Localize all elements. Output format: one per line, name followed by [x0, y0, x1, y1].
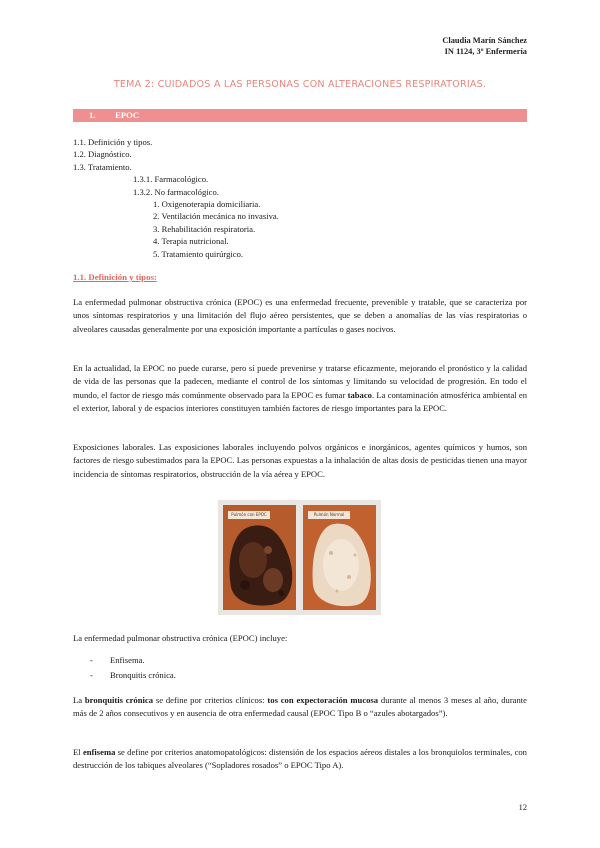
section-heading-bar — [73, 109, 527, 122]
paragraph-chronic-bronchitis — [73, 694, 527, 721]
author-course: IN 1124, 3º Enfermería — [444, 47, 527, 56]
paragraph-definition: La enfermedad pulmonar obstructiva crónica (EPOC) es una enfermedad frecuente, prevenible y tratable, que se caracteriza por unos síntomas respiratorios y una limitación del flujo aéreo persistentes, que se deben a anomalías de las vías respiratorias o alveolares causadas generalmente por una exposición importante a partículas o gases nocivos. — [73, 297, 527, 334]
lung-comparison-figure — [218, 500, 381, 615]
toc-item: 1.3. Tratamiento. — [73, 161, 132, 172]
copd-lung-image — [223, 505, 296, 610]
paragraph-text: . La contaminación atmosférica ambiental en el exterior, laboral y de espacios interiores constituyen también factores de riesgo importantes para la EPOC. — [73, 389, 527, 413]
bold-term: enfisema — [82, 747, 116, 757]
paragraph-occupational: Exposiciones laborales. Las exposiciones laborales incluyendo polvos orgánicos e inorgánicos, agentes químicos y humos, son factores de riesgo subestimados para la EPOC. Las personas expuestas a la inhalación de altas dosis de pesticidas tienen una mayor incidencia de síntomas respiratorios, obstrucción de la vía aérea y EPOC. — [73, 442, 527, 479]
paragraph-text: se define por criterios anatomopatológicos: distensión de los espacios aéreos distales a los bronquiolos terminales, con destrucción de los tabiques alveolares (“Sopladores rosados” o EPOC Tipo A). — [73, 747, 527, 771]
bold-term: tabaco — [347, 389, 372, 400]
toc-item: 3. Rehabilitación respiratoria. — [153, 223, 256, 234]
paragraph-text: La — [73, 695, 85, 705]
paragraph-includes: La enfermedad pulmonar obstructiva crónica (EPOC) incluye: — [73, 633, 288, 643]
list-item-text: Bronquitis crónica. — [110, 670, 176, 680]
paragraph-emphysema — [73, 746, 527, 773]
normal-lung-panel — [303, 505, 376, 610]
subsection-heading: 1.1. Definición y tipos: — [73, 272, 157, 282]
toc-item: 1. Oxigenoterapia domiciliaria. — [153, 199, 261, 210]
copd-lung-label: Pulmón con EPOC — [228, 511, 270, 519]
toc-item: 1.3.2. No farmacológico. — [133, 186, 219, 197]
list-item-text: Enfisema. — [110, 655, 145, 665]
copd-types-list — [90, 653, 176, 683]
toc-item: 1.1. Definición y tipos. — [73, 137, 153, 147]
table-of-contents — [73, 136, 279, 260]
toc-item: 2. Ventilación mecánica no invasiva. — [153, 211, 279, 222]
bold-term: bronquitis crónica — [84, 695, 154, 705]
paragraph-text: En la actualidad, la EPOC no puede curarse, pero sí puede prevenirse y tratarse eficazmente, mejorando el pronóstico y la calidad de vida de las personas que la padecen, mediante el control de los síntomas y limitando su velocidad de progresión. En todo el mundo, el factor de riesgo más comúnmente observado para la EPOC es fumar — [73, 363, 527, 400]
toc-item: 4. Terapia nutricional. — [153, 236, 229, 247]
copd-lung-panel — [223, 505, 296, 610]
document-title: TEMA 2: CUIDADOS A LAS PERSONAS CON ALTERACIONES RESPIRATORIAS. — [113, 79, 487, 90]
paragraph-text: El — [73, 747, 83, 757]
author-name: Claudia Marín Sánchez — [442, 36, 527, 45]
bold-term: tos con expectoración mucosa — [267, 695, 379, 705]
author-block — [442, 35, 527, 57]
section-number: 1. — [89, 110, 96, 120]
toc-item: 1.3.1. Farmacológico. — [133, 174, 209, 185]
toc-item: 5. Tratamiento quirúrgico. — [153, 248, 244, 259]
toc-item: 1.2. Diagnóstico. — [73, 149, 132, 160]
list-item: - Bronquitis crónica. — [90, 670, 176, 680]
page-number: 12 — [518, 803, 527, 812]
paragraph-text: durante al menos 3 meses al año, durante más de 2 años consecutivos y en ausencia de otra enfermedad causal (EPOC Tipo B o “azules abotargados”). — [73, 695, 527, 719]
normal-lung-label: Pulmón Normal — [308, 511, 350, 519]
paragraph-text: se define por criterios clínicos: — [153, 695, 268, 705]
section-label: EPOC — [115, 110, 140, 120]
list-item: - Enfisema. — [90, 655, 145, 665]
normal-lung-image — [303, 505, 376, 610]
paragraph-risk-factors — [73, 362, 527, 415]
